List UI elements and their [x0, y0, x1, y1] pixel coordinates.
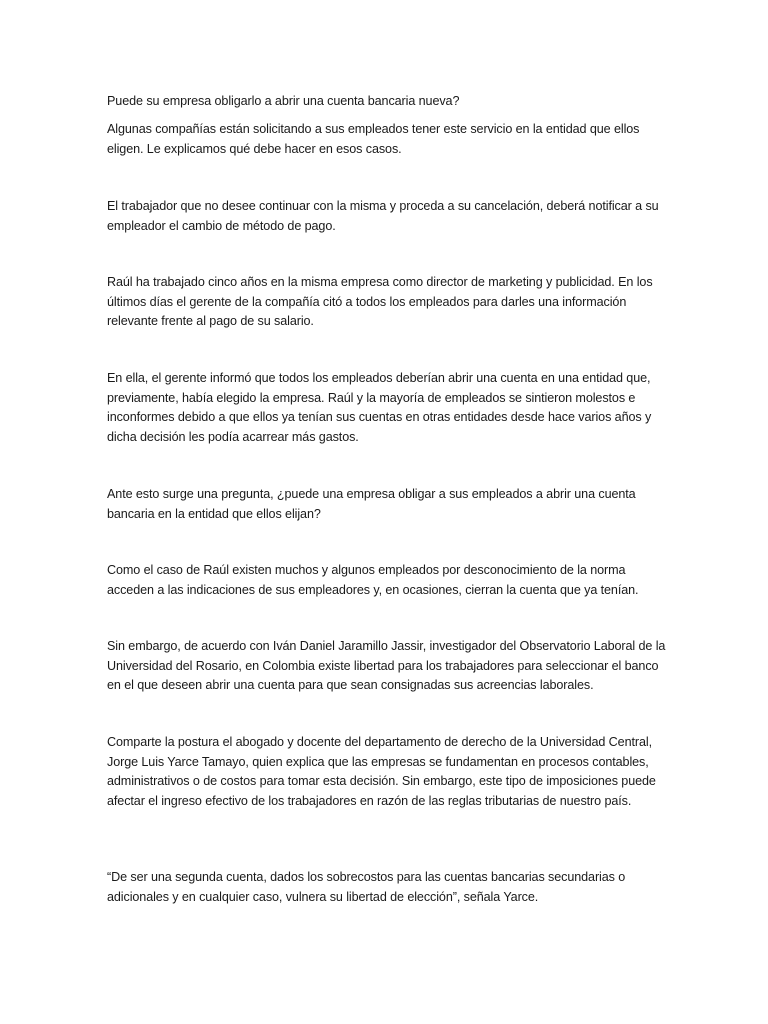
paragraph-3: Raúl ha trabajado cinco años en la misma empresa como director de marketing y publicidad. En los últimos días el gerente de la compañía citó a todos los empleados para darles una información relevante frente al pago de su salario.: [107, 275, 653, 329]
paragraph-6: Como el caso de Raúl existen muchos y algunos empleados por desconocimiento de la norma acceden a las indicaciones de sus empleadores y, en ocasiones, cierran la cuenta que ya tenían.: [107, 563, 639, 597]
paragraph-lead: Algunas compañías están solicitando a sus empleados tener este servicio en la entidad que ellos eligen. Le explicamos qué debe hacer en esos casos.: [107, 122, 640, 156]
paragraph-2: El trabajador que no desee continuar con la misma y proceda a su cancelación, deberá notificar a su empleador el cambio de método de pago.: [107, 199, 659, 233]
paragraph-5: Ante esto surge una pregunta, ¿puede una empresa obligar a sus empleados a abrir una cuenta bancaria en la entidad que ellos elijan?: [107, 487, 636, 521]
heading-question: Puede su empresa obligarlo a abrir una cuenta bancaria nueva?: [107, 94, 460, 108]
paragraph-quote: “De ser una segunda cuenta, dados los sobrecostos para las cuentas bancarias secundarias o adicionales y en cualquier caso, vulnera su libertad de elección”, señala Yarce.: [107, 870, 626, 904]
paragraph-8: Comparte la postura el abogado y docente del departamento de derecho de la Universidad Central, Jorge Luis Yarce Tamayo, quien explica que las empresas se fundamentan en procesos contables, administrativos o de costos para tomar esta decisión. Sin embargo, este tipo de imposiciones puede afectar el ingreso efectivo de los trabajadores en razón de las reglas tributarias de nuestro país.: [107, 735, 656, 808]
paragraph-4: En ella, el gerente informó que todos los empleados deberían abrir una cuenta en una entidad que, previamente, había elegido la empresa. Raúl y la mayoría de empleados se sintieron molestos e inconformes debido a que ellos ya tenían sus cuentas en otras entidades desde hace varios años y dicha decisión les podía acarrear más gastos.: [107, 371, 652, 444]
paragraph-7: Sin embargo, de acuerdo con Iván Daniel Jaramillo Jassir, investigador del Observatorio Laboral de la Universidad del Rosario, en Colombia existe libertad para los trabajadores para seleccionar el banco en el que deseen abrir una cuenta para que sean consignadas sus acreencias laborales.: [107, 639, 666, 693]
